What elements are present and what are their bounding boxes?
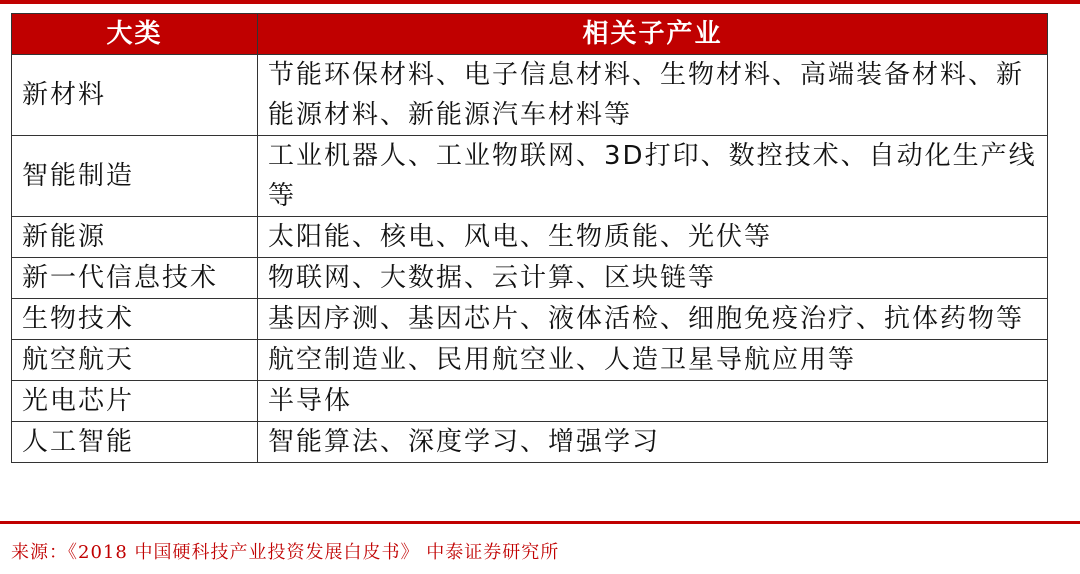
category-cell: 航空航天	[12, 340, 258, 381]
table-row	[12, 422, 1048, 463]
related-industries-cell: 航空制造业、民用航空业、人造卫星导航应用等	[258, 340, 1048, 381]
industry-table	[11, 13, 1048, 463]
category-cell: 新材料	[12, 55, 258, 136]
table-row	[12, 340, 1048, 381]
category-cell: 光电芯片	[12, 381, 258, 422]
related-industries-cell: 节能环保材料、电子信息材料、生物材料、高端装备材料、新能源材料、新能源汽车材料等	[258, 55, 1048, 136]
table-row	[12, 381, 1048, 422]
table-row	[12, 299, 1048, 340]
category-cell: 新能源	[12, 217, 258, 258]
related-industries-cell: 智能算法、深度学习、增强学习	[258, 422, 1048, 463]
related-industries-cell: 工业机器人、工业物联网、3D打印、数控技术、自动化生产线等	[258, 136, 1048, 217]
category-cell: 新一代信息技术	[12, 258, 258, 299]
header-related-industries: 相关子产业	[258, 14, 1048, 55]
related-industries-cell: 物联网、大数据、云计算、区块链等	[258, 258, 1048, 299]
category-cell: 智能制造	[12, 136, 258, 217]
source-note: 来源：《2018 中国硬科技产业投资发展白皮书》 中泰证券研究所	[11, 542, 560, 563]
related-industries-cell: 基因序测、基因芯片、液体活检、细胞免疫治疗、抗体药物等	[258, 299, 1048, 340]
table-header-row	[12, 14, 1048, 55]
table-row	[12, 258, 1048, 299]
category-cell: 人工智能	[12, 422, 258, 463]
table-row	[12, 217, 1048, 258]
table-row	[12, 136, 1048, 217]
related-industries-cell: 半导体	[258, 381, 1048, 422]
top-red-rule	[0, 0, 1080, 4]
category-cell: 生物技术	[12, 299, 258, 340]
bottom-red-rule	[0, 521, 1080, 524]
related-industries-cell: 太阳能、核电、风电、生物质能、光伏等	[258, 217, 1048, 258]
header-category: 大类	[12, 14, 258, 55]
table-row	[12, 55, 1048, 136]
